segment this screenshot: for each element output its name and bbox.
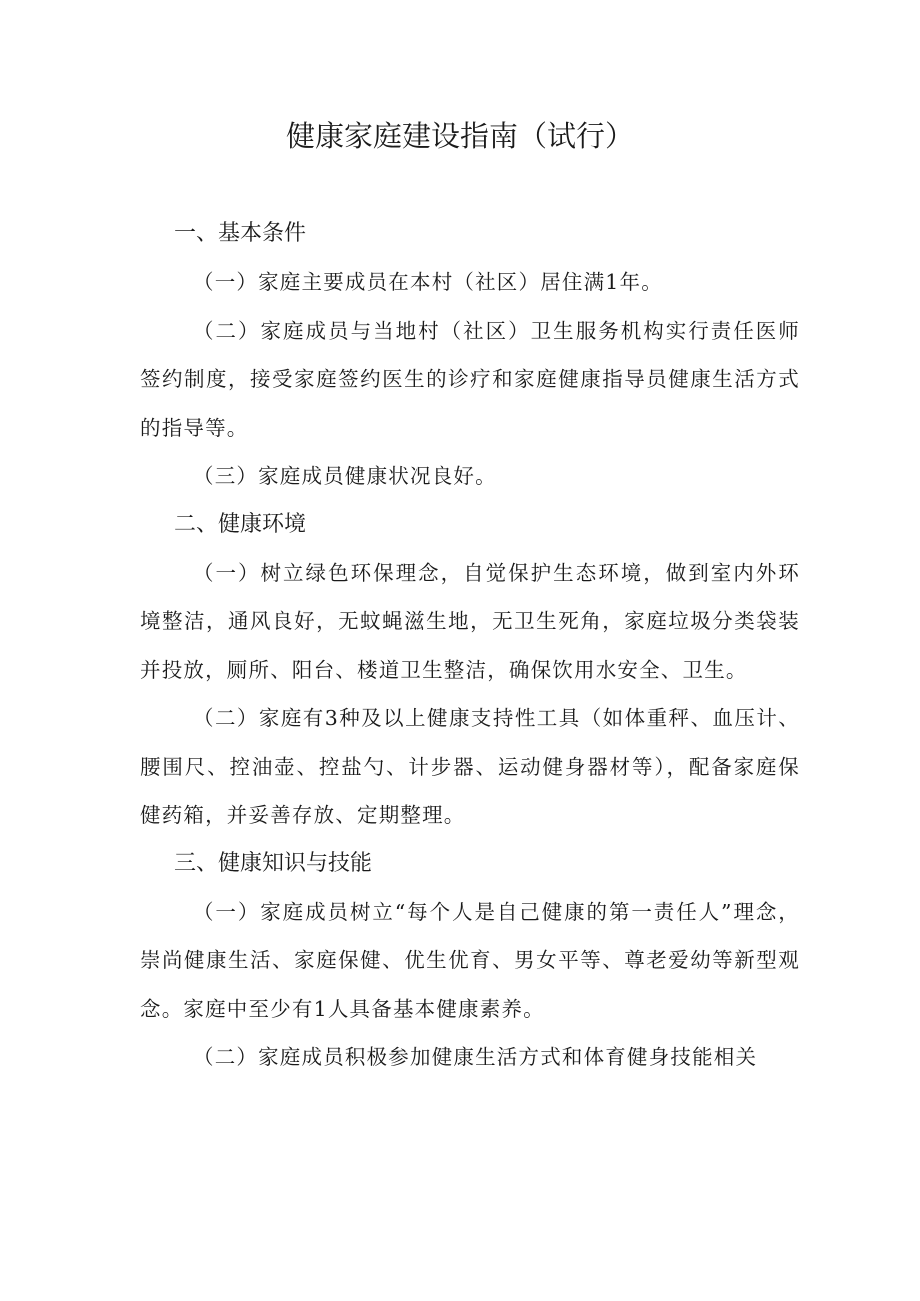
section-heading-health-environment: 二、健康环境 <box>174 511 307 537</box>
paragraph: （一）树立绿色环保理念，自觉保护生态环境，做到室内外环境整洁，通风良好，无蚊蝇滋生地，无卫生死角，家庭垃圾分类袋装并投放，厕所、阳台、楼道卫生整洁，确保饮用水安全、卫生。 <box>140 560 800 682</box>
paragraph: （二）家庭成员与当地村（社区）卫生服务机构实行责任医师签约制度，接受家庭签约医生的诊疗和家庭健康指导员健康生活方式的指导等。 <box>140 318 800 440</box>
section-heading-basic-conditions: 一、基本条件 <box>174 221 307 246</box>
document-body <box>140 210 800 1082</box>
paragraph: （三）家庭成员健康状况良好。 <box>193 464 497 488</box>
section-heading-health-knowledge: 三、健康知识与技能 <box>174 850 373 876</box>
paragraph: （一）家庭主要成员在本村（社区）居住满1年。 <box>193 270 663 294</box>
document-title: 健康家庭建设指南（试行） <box>285 119 634 153</box>
paragraph: （二）家庭成员积极参加健康生活方式和体育健身技能相关 <box>193 1045 758 1069</box>
paragraph: （一）家庭成员树立“每个人是自己健康的第一责任人”理念，崇尚健康生活、家庭保健、优生优育、男女平等、尊老爱幼等新型观念。家庭中至少有1人具备基本健康素养。 <box>140 899 800 1021</box>
paragraph: （二）家庭有3种及以上健康支持性工具（如体重秤、血压计、腰围尺、控油壶、控盐勺、计步器、运动健身器材等），配备家庭保健药箱，并妥善存放、定期整理。 <box>140 706 800 827</box>
